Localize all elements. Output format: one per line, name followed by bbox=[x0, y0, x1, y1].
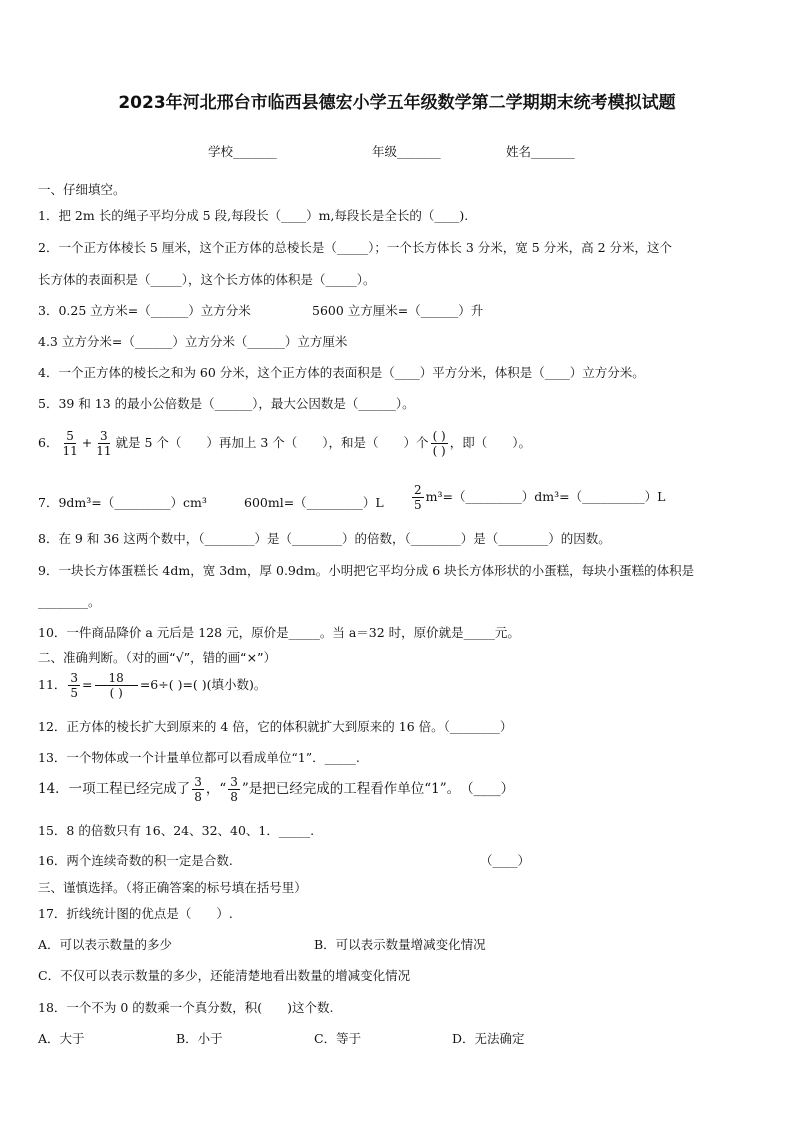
question-17: 17．折线统计图的优点是（ ）. bbox=[38, 906, 233, 921]
page-title: 2023年河北邢台市临西县德宏小学五年级数学第二学期期末统考模拟试题 bbox=[118, 93, 676, 113]
question-2-line-2: 长方体的表面积是（_____），这个长方体的体积是（_____）。 bbox=[38, 272, 376, 287]
section-3-heading: 三、谨慎选择。（将正确答案的标号填在括号里） bbox=[38, 880, 307, 895]
question-11: 11． $\frac{3}{5}$ = 18 ( ) =6÷( )=( )(填小数)。 bbox=[38, 671, 267, 700]
fraction-3-5: $\frac{3}{5}$ bbox=[70, 671, 79, 700]
question-3-part-c: 4.3 立方分米=（______）立方分米（______）立方厘米 bbox=[38, 334, 348, 349]
question-4: 4．一个正方体的棱长之和为 60 分米，这个正方体的表面积是（____）平方分米，体积是（____）立方分米。 bbox=[38, 365, 645, 380]
question-3-part-a: 3．0.25 立方米=（______）立方分米 bbox=[38, 303, 251, 318]
fraction-5-11: $\frac{5}{11}$ bbox=[62, 429, 78, 458]
question-9-line-2: ________。 bbox=[38, 594, 101, 609]
fraction-18-blank: 18 ( ) bbox=[95, 672, 138, 699]
question-5: 5．39 和 13 的最小公倍数是（______），最大公因数是（______）。 bbox=[38, 396, 415, 411]
question-12: 12．正方体的棱长扩大到原来的 4 倍，它的体积就扩大到原来的 16 倍。（________） bbox=[38, 719, 513, 734]
question-18-option-d: D．无法确定 bbox=[452, 1031, 525, 1046]
fraction-3-8-a: $\frac{3}{8}$ bbox=[194, 775, 202, 804]
school-field: 学校_______ bbox=[208, 144, 277, 159]
question-6: 6． $\frac{5}{11}$ + $\frac{3}{11}$ 就是 5 个（ ）再加上 3 个（ ），和是（ ）个 ( ) ( ) ，即（ ）。 bbox=[38, 429, 532, 458]
question-1: 1．把 2m 长的绳子平均分成 5 段,每段长（____）m,每段长是全长的（____). bbox=[38, 208, 469, 223]
question-13: 13．一个物体或一个计量单位都可以看成单位“1”．_____. bbox=[38, 750, 360, 765]
question-16-answer: （____） bbox=[480, 853, 531, 868]
question-14: 14．一项工程已经完成了 $\frac{3}{8}$ ，“ $\frac{3}{8}$ ”是把已经完成的工程看作单位“1”。 （____） bbox=[38, 775, 515, 804]
question-9-line-1: 9．一块长方体蛋糕长 4dm，宽 3dm，厚 0.9dm。小明把它平均分成 6 块长方体形状的小蛋糕，每块小蛋糕的体积是 bbox=[38, 563, 695, 578]
question-17-option-c: C．不仅可以表示数量的多少，还能清楚地看出数量的增减变化情况 bbox=[38, 968, 411, 983]
fraction-3-11: $\frac{3}{11}$ bbox=[96, 429, 112, 458]
question-7-part-a: 7．9dm³=（_________）cm³ bbox=[38, 495, 207, 510]
question-16: 16．两个连续奇数的积一定是合数. bbox=[38, 853, 233, 868]
question-8: 8．在 9 和 36 这两个数中，（________）是（________）的倍数，（________）是（________）的因数。 bbox=[38, 531, 611, 546]
question-17-option-a: A．可以表示数量的多少 bbox=[38, 937, 173, 952]
question-17-option-b: B．可以表示数量增减变化情况 bbox=[314, 937, 486, 952]
grade-field: 年级_______ bbox=[372, 144, 441, 159]
fraction-blank: ( ) ( ) bbox=[432, 429, 446, 458]
question-18-option-a: A．大于 bbox=[38, 1031, 85, 1046]
question-10: 10．一件商品降价 a 元后是 128 元，原价是_____。当 a＝32 时，原价就是_____元。 bbox=[38, 625, 520, 640]
question-15: 15．8 的倍数只有 16、24、32、40、1．_____. bbox=[38, 823, 315, 838]
question-18: 18．一个不为 0 的数乘一个真分数，积( )这个数. bbox=[38, 1000, 334, 1015]
question-7-part-b: 600ml=（_________）L bbox=[244, 495, 384, 510]
section-1-heading: 一、仔细填空。 bbox=[38, 182, 126, 197]
section-2-heading: 二、准确判断。（对的画“√”，错的画“×”） bbox=[38, 650, 277, 665]
question-2-line-1: 2．一个正方体棱长 5 厘米，这个正方体的总棱长是（_____）；一个长方体长 3 分米，宽 5 分米，高 2 分米，这个 bbox=[38, 240, 673, 255]
fraction-2-5: $\frac{2}{5}$ bbox=[414, 483, 422, 512]
question-18-option-c: C．等于 bbox=[314, 1031, 362, 1046]
question-7-part-c: $\frac{2}{5}$ m³=（_________）dm³=（__________）L bbox=[414, 483, 666, 512]
name-field: 姓名_______ bbox=[506, 144, 575, 159]
question-18-option-b: B．小于 bbox=[176, 1031, 223, 1046]
question-3-part-b: 5600 立方厘米=（______）升 bbox=[312, 303, 484, 318]
fraction-3-8-b: $\frac{3}{8}$ bbox=[230, 775, 238, 804]
